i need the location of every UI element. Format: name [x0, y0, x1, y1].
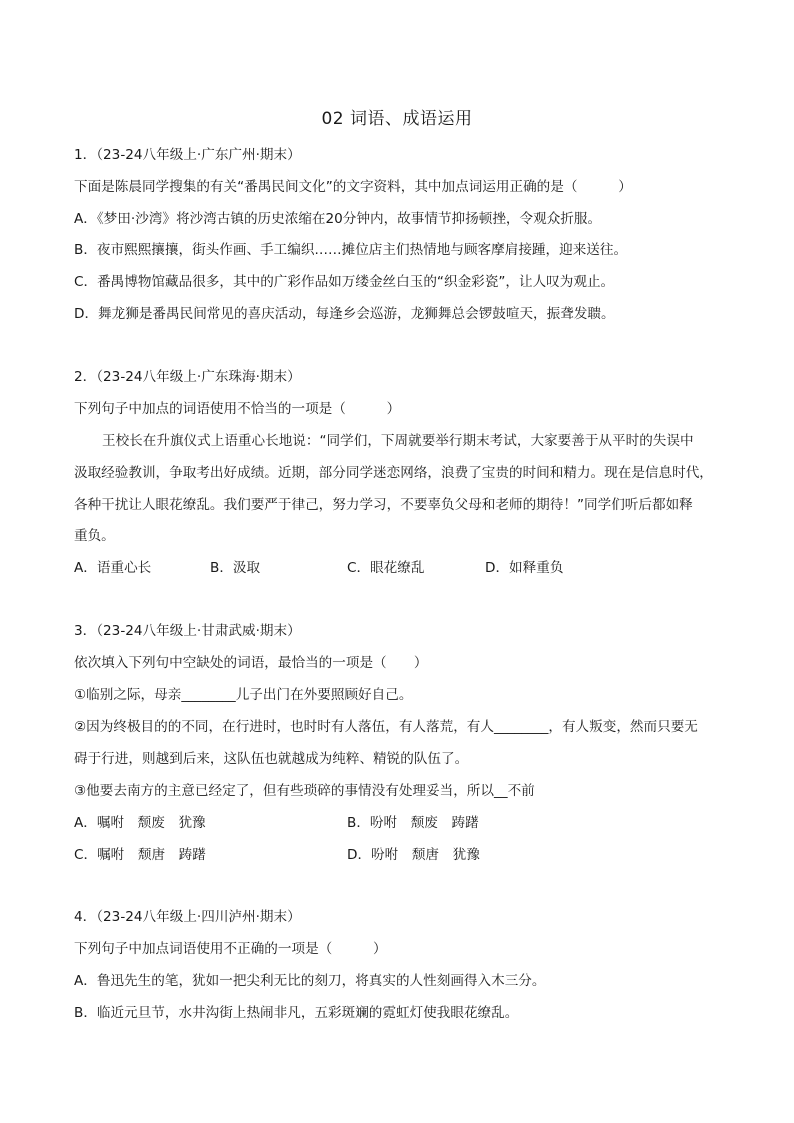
question-2-option-a: A．语重心长	[74, 560, 152, 576]
question-3-item-2-cont: 碍于行进，则越到后来，这队伍也就越成为纯粹、精锐的队伍了。	[74, 751, 469, 767]
question-1-stem: 下面是陈晨同学搜集的有关“番禺民间文化”的文字资料，其中加点词运用正确的是（ ）	[74, 179, 632, 195]
page-title: 02 词语、成语运用	[321, 109, 473, 129]
question-1-option-d: D．舞龙狮是番禺民间常见的喜庆活动，每逢乡会巡游，龙狮舞总会锣鼓喧天，振聋发聩。	[74, 306, 615, 322]
question-3-header: 3．（23-24八年级上·甘肃武威·期末）	[74, 623, 301, 639]
question-1-option-c: C．番禺博物馆藏品很多，其中的广彩作品如万缕金丝白玉的“织金彩瓷”，让人叹为观止。	[74, 274, 615, 290]
question-3-stem: 依次填入下列句中空缺处的词语，最恰当的一项是（ ）	[74, 655, 428, 671]
question-3-option-c: C．嘱咐 颓唐 踌躇	[74, 847, 206, 863]
question-2-stem: 下列句子中加点的词语使用不恰当的一项是（ ）	[74, 401, 401, 417]
question-1-option-b: B．夜市熙熙攘攘，街头作画、手工编织……摊位店主们热情地与顾客摩肩接踵，迎来送往。	[74, 242, 628, 258]
question-2-option-c: C．眼花缭乱	[347, 560, 425, 576]
question-1-option-a: A．《梦田·沙湾》将沙湾古镇的历史浓缩在20分钟内，故事情节抑扬顿挫，令观众折服。	[74, 211, 602, 227]
question-4-option-b: B．临近元旦节，水井沟街上热闹非凡，五彩斑斓的霓虹灯使我眼花缭乱。	[74, 1005, 519, 1021]
question-4-header: 4．（23-24八年级上·四川泸州·期末）	[74, 909, 301, 925]
question-3-item-2: ②因为终极目的的不同，在行进时，也时时有人落伍，有人落荒，有人________，有人叛变，然而只要无	[74, 719, 698, 735]
question-2-option-d: D．如释重负	[485, 560, 564, 576]
question-3-option-d: D．吩咐 颓唐 犹豫	[347, 847, 480, 863]
question-1-header: 1．（23-24八年级上·广东广州·期末）	[74, 147, 301, 163]
question-4-option-a: A．鲁迅先生的笔，犹如一把尖利无比的刻刀，将真实的人性刻画得入木三分。	[74, 973, 546, 989]
question-2-header: 2．（23-24八年级上·广东珠海·期末）	[74, 369, 301, 385]
question-2-passage-line: 各种干扰让人眼花缭乱。我们要严于律己，努力学习，不要辜负父母和老师的期待！”同学们听后都如释	[74, 497, 693, 513]
question-4-stem: 下列句子中加点词语使用不正确的一项是（ ）	[74, 941, 387, 957]
question-2-passage-line: 汲取经验教训，争取考出好成绩。近期，部分同学迷恋网络，浪费了宝贵的时间和精力。现在是信息时代，	[74, 465, 713, 481]
question-2-option-b: B．汲取	[210, 560, 261, 576]
question-3-item-1: ①临别之际，母亲________儿子出门在外要照顾好自己。	[74, 687, 413, 703]
question-2-passage-line: 王校长在升旗仪式上语重心长地说：“同学们，下周就要举行期末考试，大家要善于从平时的失误中	[102, 433, 694, 449]
question-3-option-b: B．吩咐 颓废 踌躇	[347, 815, 479, 831]
question-2-passage-line: 重负。	[74, 528, 115, 544]
question-3-option-a: A．嘱咐 颓废 犹豫	[74, 815, 206, 831]
question-3-item-3: ③他要去南方的主意已经定了，但有些琐碎的事情没有处理妥当，所以__不前	[74, 783, 535, 799]
